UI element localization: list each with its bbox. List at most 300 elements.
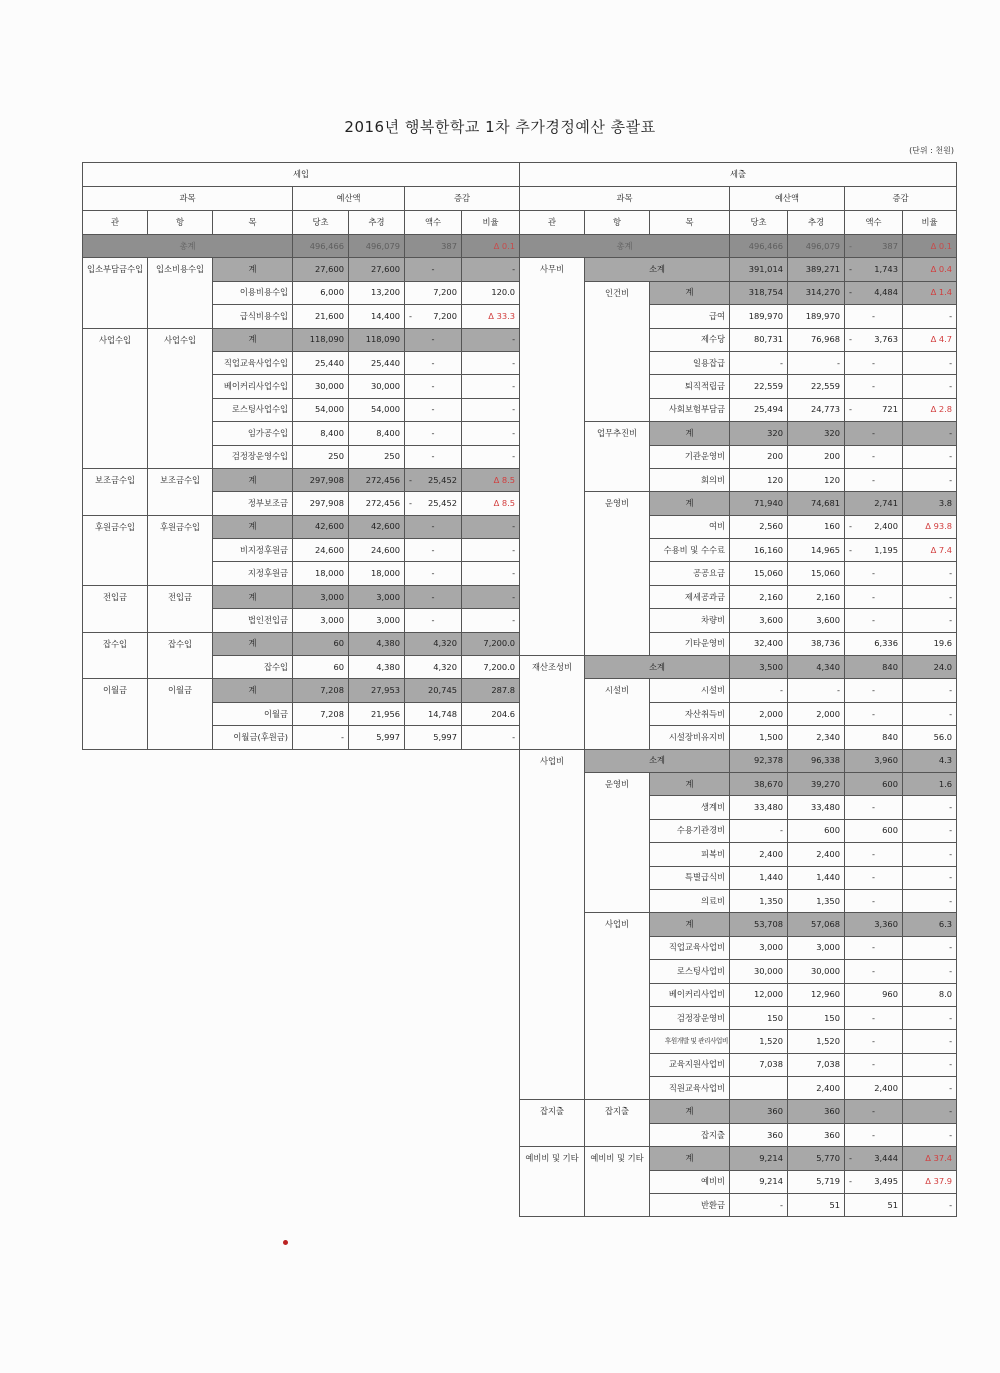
amount-cell: - xyxy=(845,351,903,374)
header-row xyxy=(520,187,957,211)
supp-cell: 30,000 xyxy=(788,960,845,983)
mok-cell: 계 xyxy=(213,679,293,702)
table-row xyxy=(83,632,520,655)
amount-cell: - xyxy=(845,562,903,585)
supp-cell: 51 xyxy=(788,1194,845,1217)
amount-cell: 7,200 xyxy=(405,281,462,304)
col-gwan: 관 xyxy=(83,211,148,235)
orig-cell: 7,208 xyxy=(293,702,349,725)
mok-cell: 베이커리사업비 xyxy=(650,983,730,1006)
mok-cell: 검정장운영비 xyxy=(650,1006,730,1029)
mok-cell: 피복비 xyxy=(650,843,730,866)
minus-sign: - xyxy=(409,474,412,485)
mok-cell: 수용비 및 수수료 xyxy=(650,539,730,562)
amount-cell xyxy=(845,281,903,304)
amount-cell xyxy=(845,235,903,258)
orig-cell: 7,208 xyxy=(293,679,349,702)
subtotal-label: 소계 xyxy=(585,258,730,281)
mok-cell: 제수당 xyxy=(650,328,730,351)
ratio-cell: 6.3 xyxy=(903,913,957,936)
amount-cell: 2,741 xyxy=(845,492,903,515)
supp-cell: 189,970 xyxy=(788,305,845,328)
subtotal-row xyxy=(520,656,957,679)
mok-cell: 계 xyxy=(213,515,293,538)
supp-cell: 1,440 xyxy=(788,866,845,889)
supp-cell: 21,956 xyxy=(349,702,405,725)
orig-cell: 150 xyxy=(730,1006,788,1029)
supp-cell: 360 xyxy=(788,1100,845,1123)
mok-cell: 이용비용수입 xyxy=(213,281,293,304)
table-row xyxy=(520,1147,957,1170)
amount-value: 7,200 xyxy=(433,310,457,321)
ratio-cell: - xyxy=(903,562,957,585)
supp-cell: 320 xyxy=(788,422,845,445)
amount-value: 387 xyxy=(882,240,898,251)
amount-cell: - xyxy=(405,351,462,374)
ratio-cell: - xyxy=(903,1123,957,1146)
supp-cell: 600 xyxy=(788,819,845,842)
supp-cell: 496,079 xyxy=(788,235,845,258)
gwan-cell: 사무비 xyxy=(520,258,585,656)
hang-cell: 업무추진비 xyxy=(585,422,650,492)
orig-cell: 25,440 xyxy=(293,351,349,374)
header-row xyxy=(83,211,520,235)
mok-cell: 계 xyxy=(213,632,293,655)
amount-cell: - xyxy=(405,328,462,351)
income-table xyxy=(82,162,520,750)
amount-cell xyxy=(845,1147,903,1170)
table-row xyxy=(520,679,957,702)
minus-sign: - xyxy=(849,521,852,532)
orig-cell: 320 xyxy=(730,422,788,445)
ratio-cell: - xyxy=(903,1006,957,1029)
minus-sign: - xyxy=(849,404,852,415)
mok-cell: 사회보험부담금 xyxy=(650,398,730,421)
orig-cell: 189,970 xyxy=(730,305,788,328)
amount-cell: - xyxy=(405,585,462,608)
supp-cell: 4,340 xyxy=(788,656,845,679)
orig-cell: 3,600 xyxy=(730,609,788,632)
ratio-cell: - xyxy=(462,328,520,351)
orig-cell: 30,000 xyxy=(293,375,349,398)
mok-cell: 이월금 xyxy=(213,702,293,725)
ratio-cell: - xyxy=(462,609,520,632)
hang-cell: 잡지출 xyxy=(585,1100,650,1147)
amount-cell: 600 xyxy=(845,772,903,795)
minus-sign: - xyxy=(409,310,412,321)
amount-cell: 4,320 xyxy=(405,656,462,679)
supp-cell: 39,270 xyxy=(788,772,845,795)
orig-cell: 2,000 xyxy=(730,702,788,725)
col-hang: 항 xyxy=(148,211,213,235)
col-change: 증감 xyxy=(405,187,520,211)
amount-cell: - xyxy=(845,960,903,983)
orig-cell: 9,214 xyxy=(730,1170,788,1193)
mok-cell: 법인전입금 xyxy=(213,609,293,632)
amount-cell: 3,360 xyxy=(845,913,903,936)
ratio-cell: Δ 8.5 xyxy=(462,468,520,491)
supp-cell: 54,000 xyxy=(349,398,405,421)
hang-cell: 전입금 xyxy=(148,585,213,632)
mok-cell: 계 xyxy=(213,585,293,608)
orig-cell: - xyxy=(293,726,349,749)
col-budget: 예산액 xyxy=(730,187,845,211)
orig-cell: 297,908 xyxy=(293,492,349,515)
ratio-cell: 7,200.0 xyxy=(462,632,520,655)
ratio-cell: 287.8 xyxy=(462,679,520,702)
ratio-cell: Δ 0.4 xyxy=(903,258,957,281)
minus-sign: - xyxy=(409,497,412,508)
supp-cell: 3,600 xyxy=(788,609,845,632)
supp-cell: 2,000 xyxy=(788,702,845,725)
amount-cell xyxy=(405,492,462,515)
col-amount: 액수 xyxy=(405,211,462,235)
orig-cell: 42,600 xyxy=(293,515,349,538)
ratio-cell: Δ 33.3 xyxy=(462,305,520,328)
supp-cell: 7,038 xyxy=(788,1053,845,1076)
amount-cell: 2,400 xyxy=(845,1077,903,1100)
amount-cell: - xyxy=(845,843,903,866)
orig-cell: 54,000 xyxy=(293,398,349,421)
mok-cell: 계 xyxy=(650,422,730,445)
amount-cell: 4,320 xyxy=(405,632,462,655)
mok-cell: 잡수입 xyxy=(213,656,293,679)
ratio-cell: - xyxy=(462,398,520,421)
mok-cell: 여비 xyxy=(650,515,730,538)
supp-cell: 2,340 xyxy=(788,726,845,749)
amount-cell: - xyxy=(845,468,903,491)
orig-cell: 297,908 xyxy=(293,468,349,491)
amount-cell: 6,336 xyxy=(845,632,903,655)
amount-cell xyxy=(845,515,903,538)
table-row xyxy=(520,281,957,304)
ratio-cell: 204.6 xyxy=(462,702,520,725)
gwan-cell: 입소부담금수입 xyxy=(83,258,148,328)
ratio-cell: Δ 4.7 xyxy=(903,328,957,351)
col-mok: 목 xyxy=(213,211,293,235)
orig-cell: 80,731 xyxy=(730,328,788,351)
hang-cell: 예비비 및 기타 xyxy=(585,1147,650,1217)
ratio-cell: - xyxy=(903,351,957,374)
amount-value: 25,452 xyxy=(427,497,457,508)
ratio-cell: - xyxy=(462,562,520,585)
orig-cell: 9,214 xyxy=(730,1147,788,1170)
mok-cell: 일용잡급 xyxy=(650,351,730,374)
col-gwan: 관 xyxy=(520,211,585,235)
ratio-cell: Δ 0.1 xyxy=(903,235,957,258)
orig-cell: 1,440 xyxy=(730,866,788,889)
ratio-cell: - xyxy=(462,539,520,562)
mok-cell: 예비비 xyxy=(650,1170,730,1193)
orig-cell: 3,000 xyxy=(293,609,349,632)
supp-cell: 160 xyxy=(788,515,845,538)
mok-cell: 지정후원금 xyxy=(213,562,293,585)
orig-cell: 92,378 xyxy=(730,749,788,772)
ratio-cell: - xyxy=(462,351,520,374)
amount-cell: - xyxy=(845,1100,903,1123)
ratio-cell: - xyxy=(462,726,520,749)
amount-cell: - xyxy=(405,375,462,398)
orig-cell: 496,466 xyxy=(293,235,349,258)
table-row xyxy=(83,679,520,702)
col-ratio: 비율 xyxy=(462,211,520,235)
supp-cell: 5,719 xyxy=(788,1170,845,1193)
supp-cell: 120 xyxy=(788,468,845,491)
mok-cell: 회의비 xyxy=(650,468,730,491)
col-orig: 당초 xyxy=(730,211,788,235)
supp-cell: - xyxy=(788,351,845,374)
ratio-cell: - xyxy=(903,866,957,889)
amount-cell: - xyxy=(845,375,903,398)
mok-cell: 직원교육사업비 xyxy=(650,1077,730,1100)
supp-cell: 3,000 xyxy=(349,609,405,632)
table-row xyxy=(83,468,520,491)
subtotal-row xyxy=(520,258,957,281)
mok-cell: 잡지출 xyxy=(650,1123,730,1146)
amount-cell xyxy=(405,468,462,491)
ratio-cell: 8.0 xyxy=(903,983,957,1006)
table-row xyxy=(520,422,957,445)
minus-sign: - xyxy=(849,264,852,275)
orig-cell: 2,400 xyxy=(730,843,788,866)
orig-cell: 30,000 xyxy=(730,960,788,983)
mok-cell: 계 xyxy=(650,281,730,304)
orig-cell: 250 xyxy=(293,445,349,468)
supp-cell: 272,456 xyxy=(349,468,405,491)
amount-cell: - xyxy=(405,422,462,445)
mok-cell: 수용기관경비 xyxy=(650,819,730,842)
col-mok: 목 xyxy=(650,211,730,235)
amount-cell: 51 xyxy=(845,1194,903,1217)
orig-cell: 118,090 xyxy=(293,328,349,351)
mok-cell: 자산취득비 xyxy=(650,702,730,725)
supp-cell: 4,380 xyxy=(349,632,405,655)
amount-cell xyxy=(845,328,903,351)
orig-cell: 6,000 xyxy=(293,281,349,304)
ratio-cell: Δ 37.9 xyxy=(903,1170,957,1193)
subtotal-label: 소계 xyxy=(585,749,730,772)
ratio-cell: - xyxy=(903,843,957,866)
supp-cell: 22,559 xyxy=(788,375,845,398)
ratio-cell: - xyxy=(903,702,957,725)
minus-sign: - xyxy=(849,240,852,251)
ratio-cell: - xyxy=(903,1100,957,1123)
amount-value: 3,495 xyxy=(874,1176,898,1187)
orig-cell: 120 xyxy=(730,468,788,491)
amount-value: 3,444 xyxy=(874,1152,898,1163)
col-subject: 과목 xyxy=(520,187,730,211)
ratio-cell: 120.0 xyxy=(462,281,520,304)
gwan-cell: 잡수입 xyxy=(83,632,148,679)
supp-cell: 496,079 xyxy=(349,235,405,258)
expense-table xyxy=(519,162,957,1217)
supp-cell: 76,968 xyxy=(788,328,845,351)
ratio-cell: 24.0 xyxy=(903,656,957,679)
orig-cell: 22,559 xyxy=(730,375,788,398)
amount-cell: - xyxy=(845,305,903,328)
orig-cell: 8,400 xyxy=(293,422,349,445)
amount-cell xyxy=(405,305,462,328)
orig-cell: - xyxy=(730,679,788,702)
mok-cell: 계 xyxy=(213,258,293,281)
supp-cell: 96,338 xyxy=(788,749,845,772)
mok-cell: 직업교육사업수입 xyxy=(213,351,293,374)
minus-sign: - xyxy=(849,287,852,298)
ratio-cell: - xyxy=(903,468,957,491)
ratio-cell: - xyxy=(462,515,520,538)
mok-cell: 기타운영비 xyxy=(650,632,730,655)
minus-sign: - xyxy=(849,1152,852,1163)
document-title: 2016년 행복한학교 1차 추가경정예산 총괄표 xyxy=(344,118,656,136)
ratio-cell: 7,200.0 xyxy=(462,656,520,679)
amount-cell: - xyxy=(845,889,903,912)
col-amount: 액수 xyxy=(845,211,903,235)
hang-cell: 사업비 xyxy=(585,913,650,1100)
ratio-cell: Δ 37.4 xyxy=(903,1147,957,1170)
supp-cell: 1,520 xyxy=(788,1030,845,1053)
gwan-cell: 보조금수입 xyxy=(83,468,148,515)
orig-cell: 25,494 xyxy=(730,398,788,421)
col-subject: 과목 xyxy=(83,187,293,211)
supp-cell: 3,000 xyxy=(788,936,845,959)
amount-cell: - xyxy=(405,539,462,562)
orig-cell: 1,520 xyxy=(730,1030,788,1053)
mok-cell: 계 xyxy=(650,1100,730,1123)
mok-cell: 공공요금 xyxy=(650,562,730,585)
ratio-cell: - xyxy=(903,305,957,328)
amount-value: 1,195 xyxy=(874,544,898,555)
orig-cell: 1,500 xyxy=(730,726,788,749)
ratio-cell: - xyxy=(903,936,957,959)
supp-cell: 360 xyxy=(788,1123,845,1146)
hang-cell: 잡수입 xyxy=(148,632,213,679)
hang-cell: 시설비 xyxy=(585,679,650,749)
amount-cell xyxy=(845,1170,903,1193)
total-row xyxy=(83,235,520,258)
orig-cell: 496,466 xyxy=(730,235,788,258)
ratio-cell: - xyxy=(903,422,957,445)
orig-cell: 360 xyxy=(730,1123,788,1146)
header-row xyxy=(520,163,957,187)
orig-cell: 318,754 xyxy=(730,281,788,304)
ratio-cell: 56.0 xyxy=(903,726,957,749)
mok-cell: 시설비 xyxy=(650,679,730,702)
ratio-cell: - xyxy=(462,445,520,468)
amount-cell: - xyxy=(845,679,903,702)
amount-value: 2,400 xyxy=(874,521,898,532)
orig-cell: 53,708 xyxy=(730,913,788,936)
amount-cell: 5,997 xyxy=(405,726,462,749)
header-row xyxy=(83,187,520,211)
amount-cell: - xyxy=(405,258,462,281)
orig-cell: 7,038 xyxy=(730,1053,788,1076)
orig-cell: - xyxy=(730,351,788,374)
supp-cell: 3,000 xyxy=(349,585,405,608)
orig-cell: 12,000 xyxy=(730,983,788,1006)
amount-cell: 960 xyxy=(845,983,903,1006)
ratio-cell: Δ 2.8 xyxy=(903,398,957,421)
orig-cell: 38,670 xyxy=(730,772,788,795)
total-label: 총계 xyxy=(83,235,293,258)
orig-cell: 15,060 xyxy=(730,562,788,585)
mok-cell: 교육지원사업비 xyxy=(650,1053,730,1076)
orig-cell: 27,600 xyxy=(293,258,349,281)
ratio-cell: Δ 0.1 xyxy=(462,235,520,258)
table-row xyxy=(83,515,520,538)
mok-cell: 급식비용수입 xyxy=(213,305,293,328)
gwan-cell: 재산조성비 xyxy=(520,656,585,750)
orig-cell: 18,000 xyxy=(293,562,349,585)
header-row xyxy=(520,211,957,235)
ratio-cell: - xyxy=(903,679,957,702)
supp-cell: 25,440 xyxy=(349,351,405,374)
orig-cell: 200 xyxy=(730,445,788,468)
supp-cell: 57,068 xyxy=(788,913,845,936)
gwan-cell: 잡지출 xyxy=(520,1100,585,1147)
supp-cell: 118,090 xyxy=(349,328,405,351)
supp-cell: 272,456 xyxy=(349,492,405,515)
mok-cell: 차량비 xyxy=(650,609,730,632)
amount-value: 1,743 xyxy=(874,264,898,275)
ratio-cell: Δ 8.5 xyxy=(462,492,520,515)
amount-cell: - xyxy=(845,445,903,468)
amount-cell xyxy=(845,398,903,421)
gwan-cell: 후원금수입 xyxy=(83,515,148,585)
supp-cell: 5,770 xyxy=(788,1147,845,1170)
mok-cell: 퇴직적립금 xyxy=(650,375,730,398)
orig-cell: 32,400 xyxy=(730,632,788,655)
ratio-cell: - xyxy=(903,819,957,842)
supp-cell: - xyxy=(788,679,845,702)
supp-cell: 150 xyxy=(788,1006,845,1029)
hang-cell: 인건비 xyxy=(585,281,650,421)
supp-cell: 14,965 xyxy=(788,539,845,562)
subtotal-row xyxy=(520,749,957,772)
supp-cell: 18,000 xyxy=(349,562,405,585)
ratio-cell: - xyxy=(903,1194,957,1217)
col-orig: 당초 xyxy=(293,211,349,235)
table-row xyxy=(520,1100,957,1123)
supp-cell: 14,400 xyxy=(349,305,405,328)
orig-cell: 2,160 xyxy=(730,585,788,608)
supp-cell: 250 xyxy=(349,445,405,468)
total-label: 총계 xyxy=(520,235,730,258)
orig-cell: 16,160 xyxy=(730,539,788,562)
col-hang: 항 xyxy=(585,211,650,235)
supp-cell: 42,600 xyxy=(349,515,405,538)
gwan-cell: 이월금 xyxy=(83,679,148,749)
supp-cell: 12,960 xyxy=(788,983,845,1006)
supp-cell: 27,953 xyxy=(349,679,405,702)
amount-cell: - xyxy=(405,515,462,538)
amount-cell: 14,748 xyxy=(405,702,462,725)
orig-cell: 3,500 xyxy=(730,656,788,679)
hang-cell: 보조금수입 xyxy=(148,468,213,515)
mok-cell: 정부보조금 xyxy=(213,492,293,515)
mok-cell: 계 xyxy=(650,1147,730,1170)
supp-cell: 5,997 xyxy=(349,726,405,749)
section-heading: 세입 xyxy=(83,163,520,187)
amount-cell: - xyxy=(845,866,903,889)
amount-value: 25,452 xyxy=(427,474,457,485)
supp-cell: 13,200 xyxy=(349,281,405,304)
supp-cell: 2,400 xyxy=(788,843,845,866)
amount-cell: - xyxy=(845,609,903,632)
mok-cell: 로스팅사업수입 xyxy=(213,398,293,421)
mok-cell: 시설장비유지비 xyxy=(650,726,730,749)
ratio-cell: - xyxy=(903,1077,957,1100)
supp-cell: 38,736 xyxy=(788,632,845,655)
